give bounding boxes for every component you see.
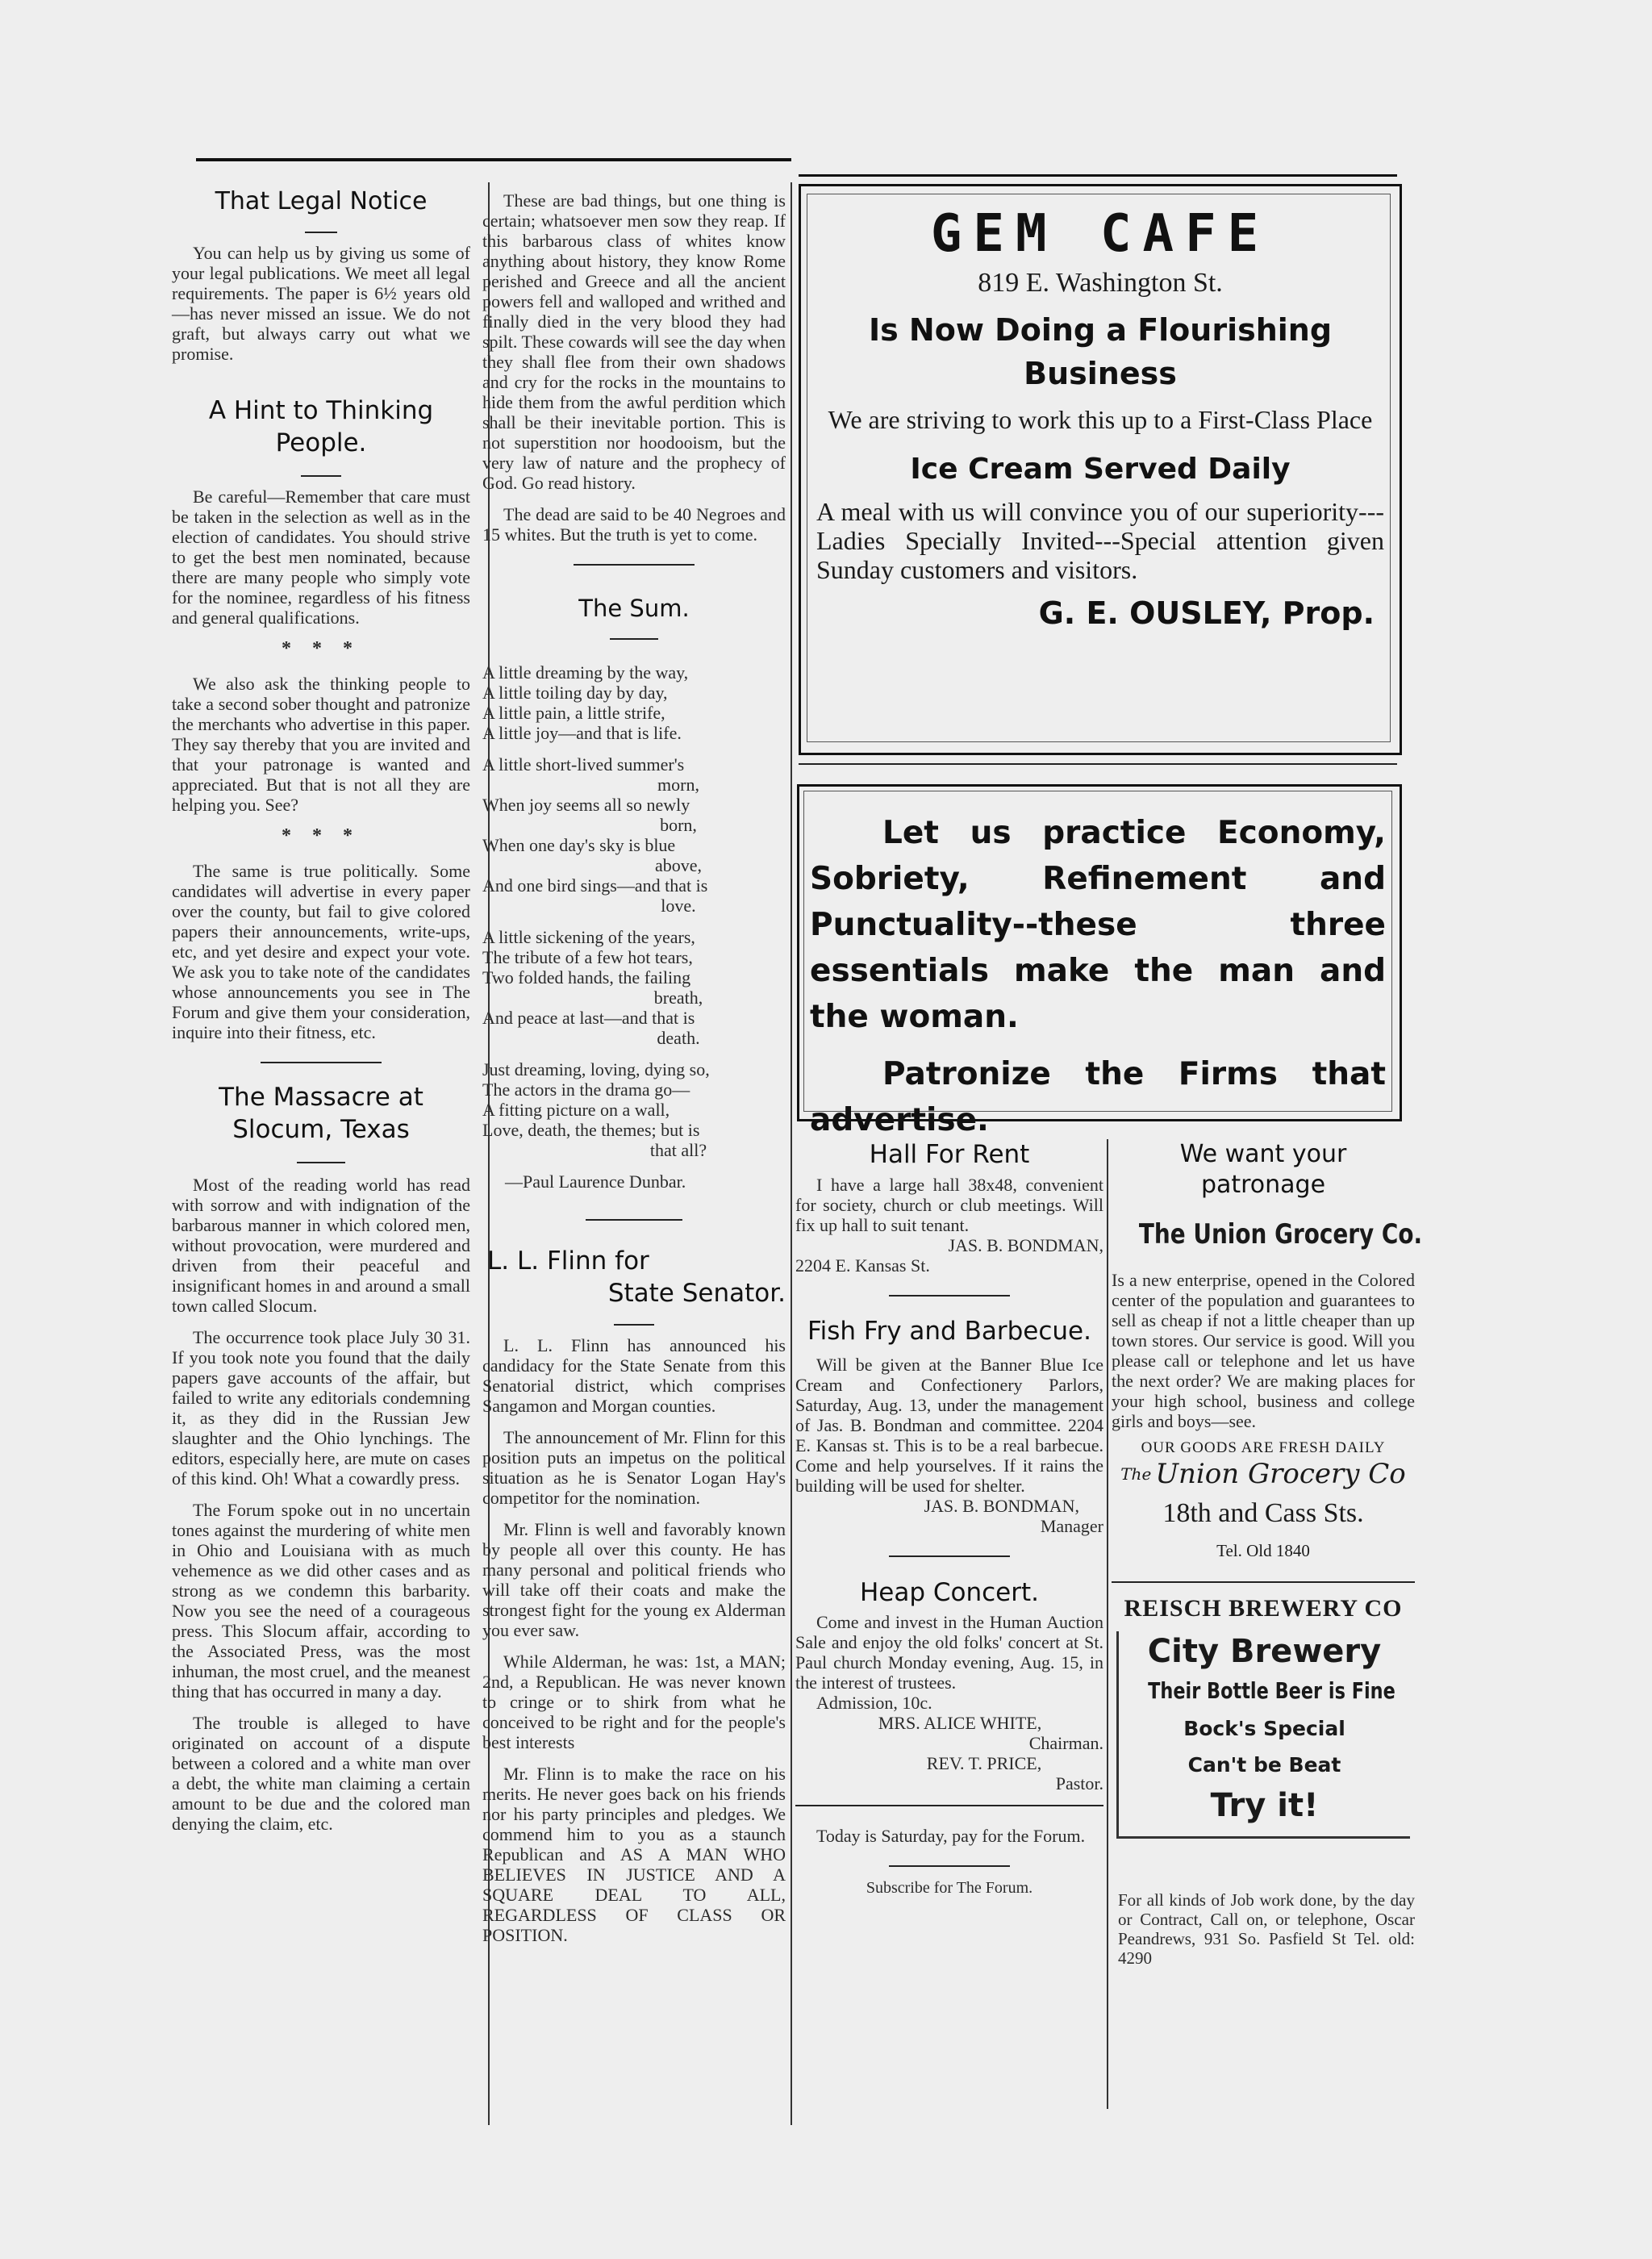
hall-body: I have a large hall 38x48, convenient for society, church or club meetings. Will fix up hall to suit tenant. — [795, 1175, 1103, 1235]
flinn-title-line-2: State Senator. — [607, 1279, 786, 1308]
separator-dots: * * * — [282, 825, 361, 846]
today-notice: Today is Saturday, pay for the Forum. — [816, 1826, 1086, 1846]
column-rule-3 — [1107, 1139, 1108, 2109]
union-script-the: The — [1120, 1464, 1152, 1484]
hint-paragraph-1: Be careful—Remember that care must be taken in the selection as well as in the election of candidates. You should strive to get the best men nominated, because there are many people who simply vote for the nominee, regardless of his fitness and general qualifications. — [172, 486, 470, 628]
legal-notice-title: That Legal Notice — [215, 187, 428, 215]
heap-concert-body: Come and invest in the Human Auction Sale and enjoy the old folks' concert at St. Paul church Monday evening, Aug. 15, in the interest of trustees. — [795, 1612, 1103, 1693]
union-telephone: Tel. Old 1840 — [1216, 1541, 1310, 1560]
massacre-paragraph-2: The occurrence took place July 30 31. If you took note you found that the daily papers gave accounts of the affair, but failed to write any editorials condemning it, as they did in the Russian Jew slaughter and the Ohio lynchings. The editors, especially here, are mute on cases of this kind. Oh! What a cowardly press. — [172, 1327, 470, 1489]
union-grocery-body: Is a new enterprise, opened in the Colored center of the population and guarantees to sell as cheap if not a little cheaper than up town stores. Our service is good. Will you please call or telephone and let us have the next order? We are making places for your high school, business and college girls and boys—see. — [1112, 1270, 1415, 1431]
column-2 — [482, 190, 786, 1956]
gem-cafe-headline: Is Now Doing a Flourishing Business — [868, 312, 1333, 391]
union-address: 18th and Cass Sts. — [1162, 1498, 1364, 1528]
hall-address: 2204 E. Kansas St. — [795, 1255, 930, 1276]
hint-title: A Hint to Thinking People. — [208, 396, 434, 457]
fish-fry-role: Manager — [1040, 1516, 1103, 1536]
flinn-paragraph-2: The announcement of Mr. Flinn for this position puts an impetus on the political situation as he is Senator Logan Hay's competitor for the nomination. — [482, 1427, 786, 1508]
reisch-brewery: REISCH BREWERY CO — [1124, 1595, 1403, 1622]
gem-cafe-proprietor: G. E. OUSLEY, Prop. — [1038, 595, 1375, 631]
gem-cafe-title: GEM CAFE — [930, 204, 1270, 264]
economy-content — [810, 810, 1386, 1143]
job-work-notice: For all kinds of Job work done, by the day or Contract, Call on, or telephone, Oscar Peandrews, 931 So. Pasfield St Tel. old: 4290 — [1118, 1890, 1415, 1968]
poem-the-sum: A little dreaming by the way, A little toiling day by day, A little pain, a little strife, A little joy—and that is life. A little short-lived summer's morn, When joy seems all so newly born, When one day's sky is blue above, And one bird sings—and that is love. A little sickening of the years, The tribute of a few hot tears, Two folded hands, the failing breath, And peace at last—and that is death. Just dreaming, loving, dying so, The actors in the drama go— A fitting picture on a wall, Love, death, the themes; but is that all? —Paul Laurence Dunbar. — [482, 662, 786, 1192]
slocum-dead-count: The dead are said to be 40 Negroes and 15 whites. But the truth is yet to come. — [482, 504, 786, 545]
heap-signature-2: REV. T. PRICE, — [926, 1753, 1042, 1773]
column-4 — [1112, 1139, 1423, 1979]
gem-cafe-content — [810, 203, 1391, 634]
city-brewery-title: City Brewery — [1147, 1633, 1382, 1670]
cant-be-beat: Can't be Beat — [1187, 1753, 1341, 1777]
union-grocery-title: The Union Grocery Co. — [1138, 1218, 1423, 1251]
flinn-title-line-1: L. L. Flinn for — [487, 1246, 649, 1276]
fish-fry-title: Fish Fry and Barbecue. — [807, 1317, 1091, 1346]
hall-signature: JAS. B. BONDMAN, — [948, 1235, 1103, 1255]
top-rule-left — [196, 158, 791, 161]
fish-fry-signature: JAS. B. BONDMAN, — [924, 1496, 1079, 1516]
massacre-title: The Massacre at Slocum, Texas — [219, 1083, 423, 1144]
economy-paragraph-1: Let us practice Economy, Sobriety, Refinement and Punctuality--these three essentials make the man and the woman. — [810, 815, 1386, 1035]
hint-paragraph-2: We also ask the thinking people to take a second sober thought and patronize the merchants who advertise in this paper. They say thereby that you are invited and that your patronage is wanted and appreciated. But that is not all they are helping you. See? — [172, 674, 470, 815]
try-it: Try it! — [1210, 1787, 1319, 1824]
fresh-daily: OUR GOODS ARE FRESH DAILY — [1141, 1439, 1386, 1456]
massacre-paragraph-3: The Forum spoke out in no uncertain tones against the murdering of white men in Ohio and Louisiana with as much vehemence as we did other cases and as strong as we condemn this barbarity. Now you see the need of a courageous press. This Slocum affair, according to the Associated Press, was the most inhuman, the most cruel, and the meanest thing that has occurred in many a day. — [172, 1500, 470, 1702]
patronage-heading: We want your patronage — [1179, 1140, 1347, 1199]
hint-paragraph-3: The same is true politically. Some candidates will advertise in every paper over the county, but fail to give colored papers their announcements, write-ups, etc, and yet desire and expect your vote. We ask you to take note of the candidates whose announcements you see in The Forum and give them your consideration, inquire into their fitness, etc. — [172, 861, 470, 1042]
gem-cafe-striving: We are striving to work this up to a First-Class Place — [828, 405, 1373, 434]
economy-paragraph-2: Patronize the Firms that advertise. — [810, 1056, 1386, 1138]
massacre-paragraph-1: Most of the reading world has read with sorrow and with indignation of the barbarous manner in which colored men, without provocation, were murdered and driven from their peaceful and insignificant homes in and around a small town called Slocum. — [172, 1175, 470, 1316]
flinn-paragraph-1: L. L. Flinn has announced his candidacy for the State Senate from this Senatorial district, which comprises Sangamon and Morgan counties. — [482, 1335, 786, 1416]
massacre-paragraph-4: The trouble is alleged to have originated on account of a dispute between a colored and a white man over a debt, the white man claiming a certain amount to be due and the colored man denying the claim, etc. — [172, 1713, 470, 1834]
union-grocery-script: Union Grocery Co — [1155, 1458, 1406, 1490]
poem-title: The Sum. — [578, 595, 690, 622]
heap-signature-1: MRS. ALICE WHITE, — [878, 1713, 1042, 1733]
heap-role-1: Chairman. — [1028, 1733, 1103, 1753]
flinn-paragraph-5: Mr. Flinn is to make the race on his merits. He never goes back on his friends nor his party principles and pledges. We commend him to you as a staunch Republican and AS A MAN WHO BELIEVES IN JUSTICE AND A SQUARE DEAL TO ALL, REGARDLESS OF CLASS OR POSITION. — [482, 1764, 786, 1945]
bocks-special: Bock's Special — [1183, 1717, 1345, 1740]
separator-dots: * * * — [282, 638, 361, 659]
fish-fry-body: Will be given at the Banner Blue Ice Cream and Confectionery Parlors, Saturday, Aug. 13, under the management of Jas. B. Bondman and committee. 2204 E. Kansas st. This is to be a real barbecue. Come and help yourselves. If it rains the building will be used for shelter. — [795, 1355, 1103, 1496]
legal-notice-body: You can help us by giving us some of your legal publications. We meet all legal requirements. The paper is 6½ years old—has never missed an issue. We do not graft, but always carry out what we promise. — [172, 243, 470, 364]
flinn-paragraph-4: While Alderman, he was: 1st, a MAN; 2nd, a Republican. He was never known to cringe or to shirk from what he conceived to be right and for the people's best interests — [482, 1651, 786, 1752]
gem-cafe-ice-cream: Ice Cream Served Daily — [910, 453, 1291, 486]
column-rule-2 — [791, 182, 792, 2125]
gem-cafe-meal: A meal with us will convince you of our superiority---Ladies Specially Invited---Special attention given Sunday customers and visitors. — [816, 497, 1384, 584]
hall-title: Hall For Rent — [869, 1140, 1030, 1169]
column-3 — [795, 1139, 1103, 1898]
subscribe-notice: Subscribe for The Forum. — [866, 1879, 1033, 1897]
top-rule-right — [799, 174, 1397, 177]
heap-concert-admission: Admission, 10c. — [816, 1693, 932, 1713]
heap-role-2: Pastor. — [1055, 1773, 1103, 1793]
poem-author: —Paul Laurence Dunbar. — [505, 1171, 686, 1192]
column-1 — [172, 184, 470, 1845]
flinn-paragraph-3: Mr. Flinn is well and favorably known by people all over this county. He has many personal and political friends who will take off their coats and make the strongest fight for the young ex Alderman you ever saw. — [482, 1519, 786, 1640]
slocum-continued-paragraph: These are bad things, but one thing is certain; whatsoever men sow they reap. If this barbarous class of whites know anything about history, they know Rome perished and Greece and all the ancient powers fell and walloped and writhed and finally died in the very blood they had spilt. These cowards will see the day when they shall flee from their own shadows and cry for the rocks in the mountains to hide them from the awful perdition which shall be their inevitable portion. This is not superstition nor hoodooism, but the very law of nature and the prophecy of God. Go read history. — [482, 190, 786, 493]
heap-concert-title: Heap Concert. — [859, 1578, 1040, 1607]
gem-cafe-address: 819 E. Washington St. — [978, 268, 1223, 298]
city-brewery-ad — [1116, 1631, 1410, 1839]
bottle-beer-line: Their Bottle Beer is Fine — [1148, 1677, 1395, 1704]
